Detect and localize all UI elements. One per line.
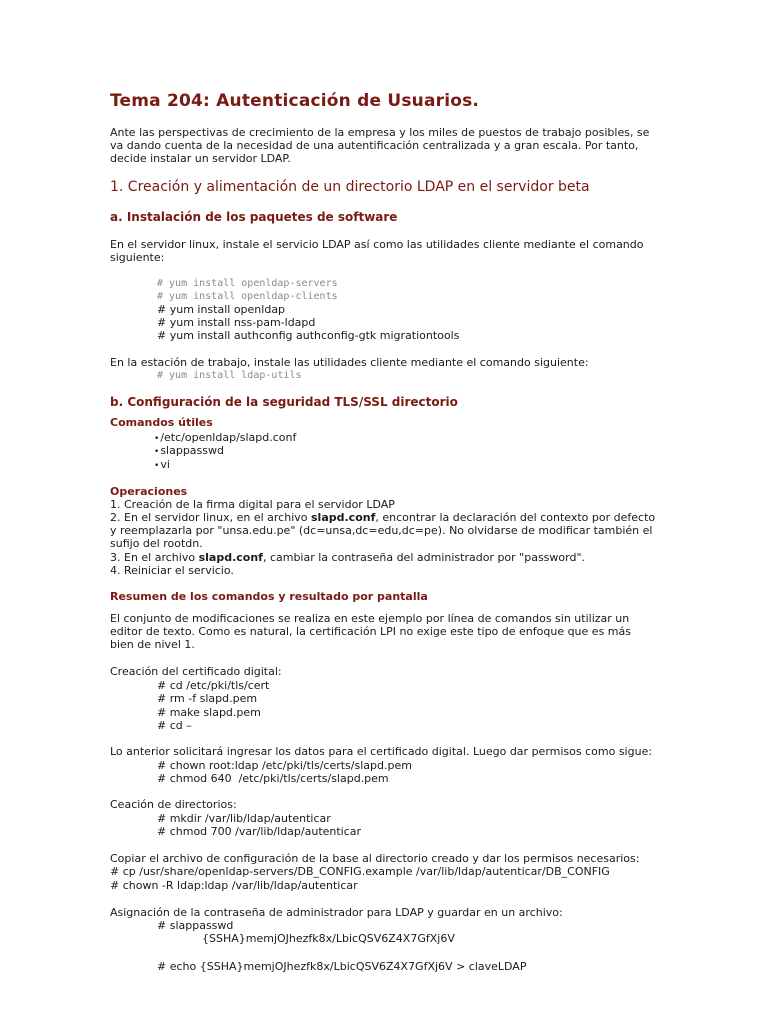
operation-step-1: 1. Creación de la firma digital para el servidor LDAP [110, 498, 395, 511]
copy-title: Copiar el archivo de configuración de la base al directorio creado y dar los permisos necesarios: [110, 852, 640, 865]
operation-step-2-cont: sufijo del rootdn. [110, 537, 203, 550]
list-item: • slappasswd [154, 444, 224, 459]
pass-title: Asignación de la contraseña de administrador para LDAP y guardar en un archivo: [110, 906, 563, 919]
section-1-heading: 1. Creación y alimentación de un directorio LDAP en el servidor beta [110, 179, 590, 195]
subsection-a-text: En el servidor linux, instale el servicio LDAP así como las utilidades cliente mediante el comando siguiente: [110, 238, 644, 264]
code-line: # chmod 640 /etc/pki/tls/certs/slapd.pem [157, 772, 389, 785]
subsection-a-heading: a. Instalación de los paquetes de software [110, 210, 398, 224]
subsection-b-heading: b. Configuración de la seguridad TLS/SSL directorio [110, 395, 458, 409]
code-line: # make slapd.pem [157, 706, 261, 719]
code-line: # slappasswd [157, 919, 234, 932]
code-line: # yum install authconfig authconfig-gtk migrationtools [157, 329, 460, 342]
code-line: # yum install ldap-utils [157, 370, 302, 381]
code-line: # chown root:ldap /etc/pki/tls/certs/slapd.pem [157, 759, 412, 772]
operation-step-3: 3. En el archivo slapd.conf, cambiar la contraseña del administrador por "password". [110, 551, 586, 564]
code-line: {SSHA}memjOJhezfk8x/LbicQSV6Z4X7GfXj6V [202, 932, 455, 945]
dirs-title: Ceación de directorios: [110, 798, 237, 811]
code-line: # chmod 700 /var/lib/ldap/autenticar [157, 825, 362, 838]
operations-heading: Operaciones [110, 485, 188, 498]
code-line: # mkdir /var/lib/ldap/autenticar [157, 812, 331, 825]
code-line: # cd – [157, 719, 192, 732]
code-line: # rm -f slapd.pem [157, 692, 258, 705]
summary-paragraph: El conjunto de modificaciones se realiza en este ejemplo por línea de comandos sin utilizar un editor de texto. Como es natural, la certificación LPI no exige este tipo de enfoque que es más bien de nivel 1. [110, 612, 631, 651]
code-line: # cp /usr/share/openldap-servers/DB_CONFIG.example /var/lib/ldap/autenticar/DB_CONFIG [110, 865, 610, 878]
list-item: • vi [154, 458, 170, 473]
operation-step-4: 4. Reiniciar el servicio. [110, 564, 234, 577]
code-line: # yum install openldap-clients [157, 291, 338, 302]
operation-step-2-cont: y reemplazarla por "unsa.edu.pe" (dc=unsa,dc=edu,dc=pe). No olvidarse de modificar también el [110, 524, 653, 537]
code-line: # echo {SSHA}memjOJhezfk8x/LbicQSV6Z4X7GfXj6V > claveLDAP [157, 960, 527, 973]
code-line: # yum install nss-pam-ldapd [157, 316, 316, 329]
subsection-a-text-2: En la estación de trabajo, instale las utilidades cliente mediante el comando siguiente: [110, 356, 589, 369]
page-title: Tema 204: Autenticación de Usuarios. [110, 91, 480, 111]
summary-heading: Resumen de los comandos y resultado por pantalla [110, 590, 428, 603]
code-line: # yum install openldap-servers [157, 278, 338, 289]
useful-commands-heading: Comandos útiles [110, 416, 213, 429]
operation-step-2: 2. En el servidor linux, en el archivo slapd.conf, encontrar la declaración del contexto por defecto [110, 511, 656, 524]
list-item: • /etc/openldap/slapd.conf [154, 431, 296, 446]
cert-title: Creación del certificado digital: [110, 665, 282, 678]
intro-paragraph: Ante las perspectivas de crecimiento de la empresa y los miles de puestos de trabajo posibles, se va dando cuenta de la necesidad de una autentificación centralizada y a gran escala. Por tanto, decide instalar un servidor LDAP. [110, 126, 650, 165]
code-line: # chown -R ldap:ldap /var/lib/ldap/autenticar [110, 879, 358, 892]
code-line: # cd /etc/pki/tls/cert [157, 679, 270, 692]
perm-title: Lo anterior solicitará ingresar los datos para el certificado digital. Luego dar permisos como sigue: [110, 745, 653, 758]
code-line: # yum install openldap [157, 303, 286, 316]
